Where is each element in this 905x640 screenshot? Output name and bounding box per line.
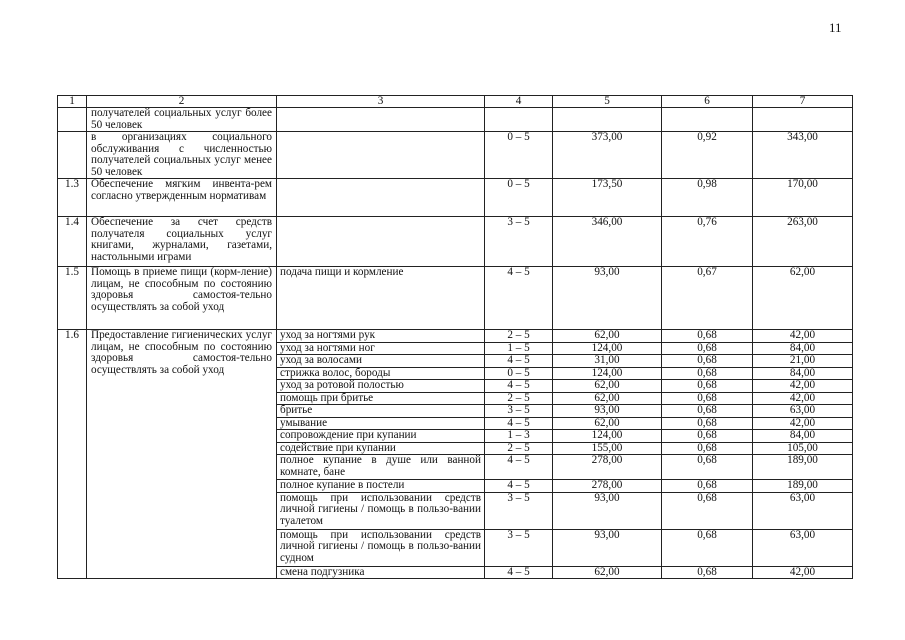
service-description: Обеспечение мягким инвента-рем согласно утвержденным нормативам [87,179,277,217]
scale-range: 0 – 5 [485,132,553,179]
final-price: 21,00 [753,355,853,368]
final-price: 170,00 [753,179,853,217]
service-detail: смена подгузника [277,566,485,579]
final-price: 84,00 [753,367,853,380]
table-row [58,132,853,179]
scale-range: 0 – 5 [485,367,553,380]
final-price: 42,00 [753,566,853,579]
coefficient: 0,68 [662,480,753,493]
coefficient [662,108,753,132]
base-price: 93,00 [553,405,662,418]
coefficient: 0,68 [662,405,753,418]
final-price: 42,00 [753,392,853,405]
base-price: 93,00 [553,267,662,330]
final-price: 63,00 [753,405,853,418]
base-price: 62,00 [553,330,662,343]
service-description: получателей социальных услуг более 50 человек [87,108,277,132]
base-price [553,108,662,132]
service-detail: полное купание в душе или ванной комнате, бане [277,455,485,480]
table-row [58,330,853,343]
scale-range: 4 – 5 [485,267,553,330]
service-description: в организациях социального обслуживания с численностью получателей социальных услуг менее 50 человек [87,132,277,179]
base-price: 31,00 [553,355,662,368]
base-price: 62,00 [553,380,662,393]
scale-range: 1 – 3 [485,430,553,443]
service-detail: уход за волосами [277,355,485,368]
column-header: 2 [87,96,277,108]
final-price: 343,00 [753,132,853,179]
base-price: 346,00 [553,217,662,267]
coefficient: 0,68 [662,455,753,480]
coefficient: 0,68 [662,367,753,380]
service-detail [277,108,485,132]
final-price: 189,00 [753,480,853,493]
scale-range: 2 – 5 [485,442,553,455]
coefficient: 0,68 [662,380,753,393]
final-price: 63,00 [753,492,853,529]
scale-range: 4 – 5 [485,480,553,493]
scale-range: 4 – 5 [485,455,553,480]
scale-range: 0 – 5 [485,179,553,217]
base-price: 62,00 [553,417,662,430]
service-detail: полное купание в постели [277,480,485,493]
service-detail: содействие при купании [277,442,485,455]
scale-range [485,108,553,132]
service-detail: умывание [277,417,485,430]
final-price: 62,00 [753,267,853,330]
final-price: 189,00 [753,455,853,480]
service-detail: уход за ногтями рук [277,330,485,343]
tariff-table [57,95,853,579]
scale-range: 2 – 5 [485,392,553,405]
base-price: 124,00 [553,430,662,443]
coefficient: 0,68 [662,492,753,529]
coefficient: 0,98 [662,179,753,217]
service-detail: сопровождение при купании [277,430,485,443]
column-header: 4 [485,96,553,108]
final-price: 105,00 [753,442,853,455]
coefficient: 0,68 [662,566,753,579]
row-number [58,108,87,132]
coefficient: 0,76 [662,217,753,267]
table-row [58,179,853,217]
base-price: 62,00 [553,566,662,579]
service-detail: уход за ногтями ног [277,342,485,355]
service-detail: бритье [277,405,485,418]
base-price: 93,00 [553,529,662,566]
table-row [58,267,853,330]
column-header: 7 [753,96,853,108]
scale-range: 3 – 5 [485,217,553,267]
service-description: Помощь в приеме пищи (корм-ление) лицам, не способным по состоянию здоровья самостоя-тельно осуществлять за собой уход [87,267,277,330]
scale-range: 1 – 5 [485,342,553,355]
scale-range: 3 – 5 [485,405,553,418]
row-number: 1.5 [58,267,87,330]
scale-range: 4 – 5 [485,380,553,393]
table-row [58,108,853,132]
page-number: 11 [829,20,842,35]
coefficient: 0,92 [662,132,753,179]
coefficient: 0,68 [662,330,753,343]
base-price: 373,00 [553,132,662,179]
base-price: 278,00 [553,480,662,493]
base-price: 155,00 [553,442,662,455]
service-detail: помощь при использовании средств личной гигиены / помощь в пользо-вании судном [277,529,485,566]
base-price: 173,50 [553,179,662,217]
service-description: Предоставление гигиенических услуг лицам, не способным по состоянию здоровья самостоя-тельно осуществлять за собой уход [87,330,277,579]
scale-range: 4 – 5 [485,417,553,430]
base-price: 124,00 [553,367,662,380]
column-header: 6 [662,96,753,108]
final-price: 263,00 [753,217,853,267]
scale-range: 4 – 5 [485,566,553,579]
coefficient: 0,68 [662,442,753,455]
base-price: 278,00 [553,455,662,480]
service-detail [277,132,485,179]
final-price: 84,00 [753,430,853,443]
service-detail [277,179,485,217]
service-description: Обеспечение за счет средств получателя социальных услуг книгами, журналами, газетами, настольными играми [87,217,277,267]
scale-range: 3 – 5 [485,492,553,529]
final-price: 42,00 [753,380,853,393]
column-header: 3 [277,96,485,108]
service-detail: подача пищи и кормление [277,267,485,330]
table-row [58,217,853,267]
coefficient: 0,68 [662,392,753,405]
coefficient: 0,68 [662,430,753,443]
coefficient: 0,67 [662,267,753,330]
scale-range: 3 – 5 [485,529,553,566]
scale-range: 2 – 5 [485,330,553,343]
scale-range: 4 – 5 [485,355,553,368]
final-price: 63,00 [753,529,853,566]
final-price: 42,00 [753,330,853,343]
column-header: 1 [58,96,87,108]
row-number: 1.3 [58,179,87,217]
coefficient: 0,68 [662,342,753,355]
table-header-row [58,96,853,108]
coefficient: 0,68 [662,417,753,430]
row-number: 1.6 [58,330,87,579]
service-detail [277,217,485,267]
final-price: 42,00 [753,417,853,430]
service-detail: помощь при использовании средств личной гигиены / помощь в пользо-вании туалетом [277,492,485,529]
coefficient: 0,68 [662,529,753,566]
service-detail: стрижка волос, бороды [277,367,485,380]
column-header: 5 [553,96,662,108]
row-number: 1.4 [58,217,87,267]
coefficient: 0,68 [662,355,753,368]
final-price [753,108,853,132]
final-price: 84,00 [753,342,853,355]
service-detail: уход за ротовой полостью [277,380,485,393]
row-number [58,132,87,179]
base-price: 62,00 [553,392,662,405]
base-price: 93,00 [553,492,662,529]
service-detail: помощь при бритье [277,392,485,405]
base-price: 124,00 [553,342,662,355]
